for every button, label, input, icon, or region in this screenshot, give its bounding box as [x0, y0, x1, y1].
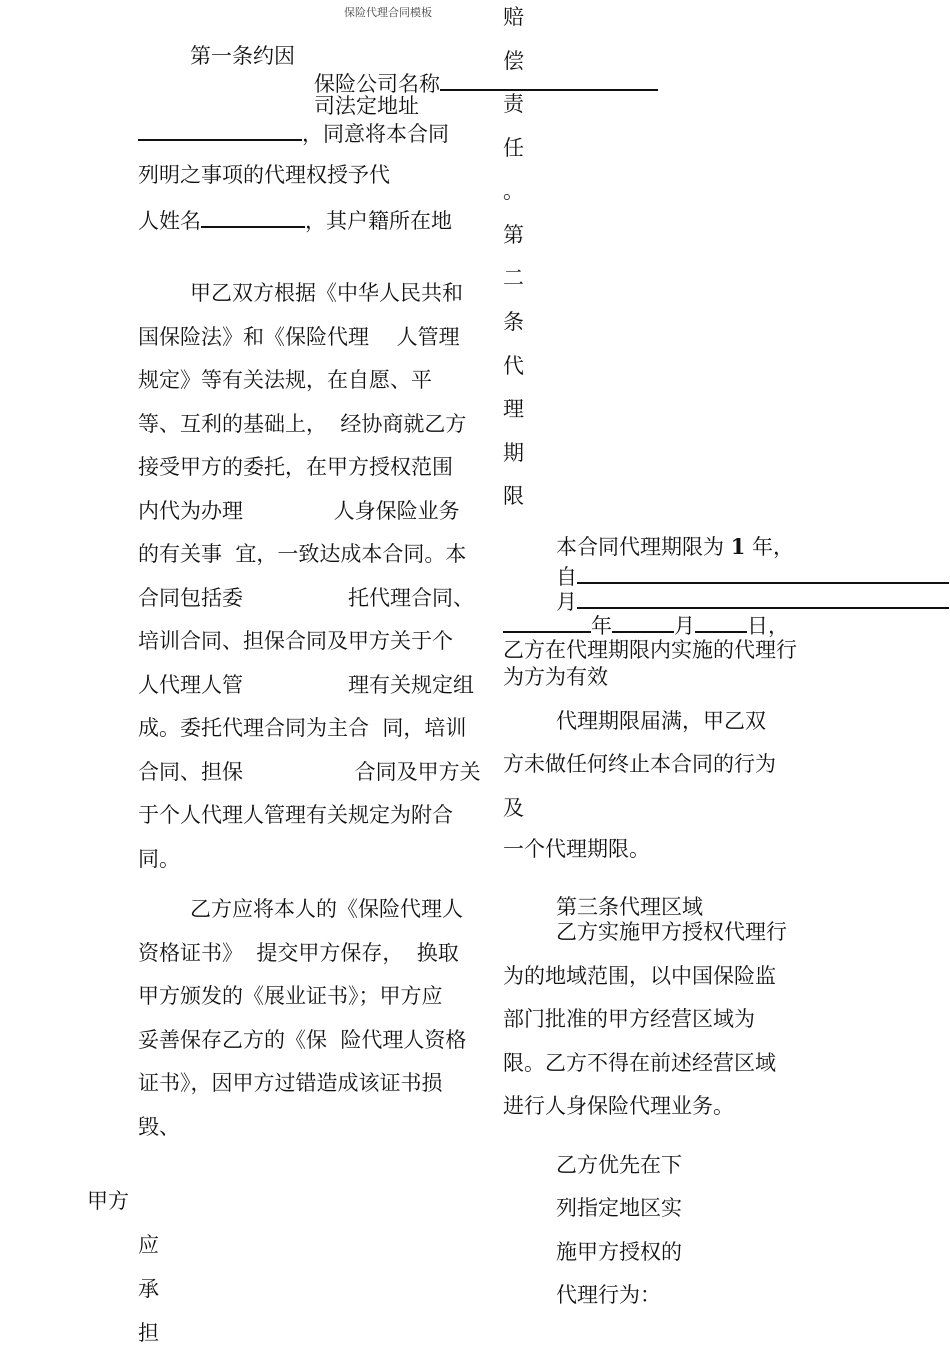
month-line [556, 587, 949, 614]
para1-line: 于个人代理人管理有关规定为附合 [138, 803, 453, 827]
term-years: 1 [730, 534, 746, 559]
region-line: 为的地域范围，以中国保险监 [503, 964, 776, 988]
para2-line: 妥善保存乙方的《保 险代理人资格 [138, 1028, 467, 1052]
expire-line: 方未做任何终止本合同的行为 [503, 752, 776, 776]
para1-line: 培训合同、担保合同及甲方关于个 [138, 629, 453, 653]
right-vertical-char: 偿 [503, 49, 524, 73]
region-line: 部门批准的甲方经营区域为 [503, 1007, 755, 1031]
left-vertical-char: 承 [138, 1277, 159, 1301]
jiafang-text: 甲方 [87, 1189, 129, 1213]
left-vertical-char: 担 [138, 1321, 159, 1345]
month-label: 月 [556, 590, 577, 614]
para2-line: 证书》，因甲方过错造成该证书损 [138, 1071, 443, 1095]
right-vertical-char: 第 [503, 223, 524, 247]
expire-line: 及 [503, 796, 524, 820]
region-line: 进行人身保险代理业务。 [503, 1094, 734, 1118]
day-label: 日， [747, 614, 789, 638]
right-vertical-char: 条 [503, 310, 524, 334]
para2-line: 毁、 [138, 1115, 180, 1139]
para1-line: 甲乙双方根据《中华人民共和 [190, 281, 463, 305]
expire-line: 代理期限届满，甲乙双 [556, 709, 766, 733]
para1-line: 规定》等有关法规，在自愿、平 [138, 368, 432, 392]
company-name-line [314, 69, 658, 96]
region-line: 限。乙方不得在前述经营区域 [503, 1051, 776, 1075]
term-line [556, 535, 794, 559]
para2-line: 资格证书》 提交甲方保存， 换取 [138, 941, 459, 965]
term-text-b: 年， [745, 535, 794, 559]
priority-line: 代理行为： [556, 1283, 661, 1307]
agree-line [138, 119, 449, 146]
article-1-title: 第一条约因 [190, 44, 295, 68]
month2-label: 月 [674, 614, 695, 638]
from-date-blank [577, 562, 949, 584]
right-vertical-char: 责 [503, 92, 524, 116]
from-line [556, 562, 949, 589]
page-header: 保险代理合同模板 [344, 6, 432, 19]
month-blank [577, 587, 949, 609]
year-blank [503, 611, 591, 633]
right-vertical-char: 期 [503, 441, 524, 465]
left-vertical-char: 应 [138, 1233, 159, 1257]
para1-line: 国保险法》和《保险代理 人管理 [138, 325, 460, 349]
para1-line: 合同、担保 合同及甲方关 [138, 760, 481, 784]
para1-line: 接受甲方的委托，在甲方授权范围 [138, 455, 453, 479]
priority-line: 列指定地区实 [556, 1196, 682, 1220]
agree-text: ，同意将本合同 [302, 122, 449, 146]
year-label: 年 [591, 614, 612, 638]
agent-name-label: 人姓名 [138, 209, 201, 233]
term-text-a: 本合同代理期限为 [556, 535, 731, 559]
day-blank [695, 611, 747, 633]
from-label: 自 [556, 565, 577, 589]
para1-line: 合同包括委 托代理合同、 [138, 586, 474, 610]
para1-line: 人代理人管 理有关规定组 [138, 673, 474, 697]
agent-name-line [138, 206, 452, 233]
company-name-blank [440, 69, 658, 91]
valid-line: 为方为有效 [503, 665, 608, 689]
para2-line: 乙方应将本人的《保险代理人 [190, 897, 463, 921]
para1-line: 的有关事 宜，一致达成本合同。本 [138, 542, 467, 566]
listed-text: 列明之事项的代理权授予代 [138, 163, 390, 187]
legal-address-label: 司法定地址 [314, 94, 419, 118]
company-name-label: 保险公司名称 [314, 72, 440, 96]
priority-line: 乙方优先在下 [556, 1153, 682, 1177]
right-vertical-char: 二 [503, 266, 524, 290]
right-vertical-char: 理 [503, 397, 524, 421]
valid-line: 乙方在代理期限内实施的代理行 [503, 638, 797, 662]
expire-line: 一个代理期限。 [503, 837, 650, 861]
right-vertical-char: 限 [503, 484, 524, 508]
right-vertical-char: 。 [503, 179, 524, 203]
article-3-title: 第三条代理区域 [556, 895, 703, 919]
right-vertical-char: 代 [503, 354, 524, 378]
para1-line: 内代为办理 人身保险业务 [138, 499, 460, 523]
address-blank [138, 119, 302, 141]
para1-line: 等、互利的基础上， 经协商就乙方 [138, 412, 467, 436]
para1-line: 成。委托代理合同为主合 同，培训 [138, 716, 467, 740]
para2-line: 甲方颁发的《展业证书》；甲方应 [138, 984, 443, 1008]
agent-name-blank [201, 206, 305, 228]
right-vertical-char: 赔 [503, 5, 524, 29]
right-vertical-char: 任 [503, 136, 524, 160]
end-date-line [503, 611, 789, 638]
region-line: 乙方实施甲方授权代理行 [556, 920, 787, 944]
para1-line: 同。 [138, 847, 180, 871]
month2-blank [612, 611, 674, 633]
priority-line: 施甲方授权的 [556, 1240, 682, 1264]
household-text: ，其户籍所在地 [305, 209, 452, 233]
